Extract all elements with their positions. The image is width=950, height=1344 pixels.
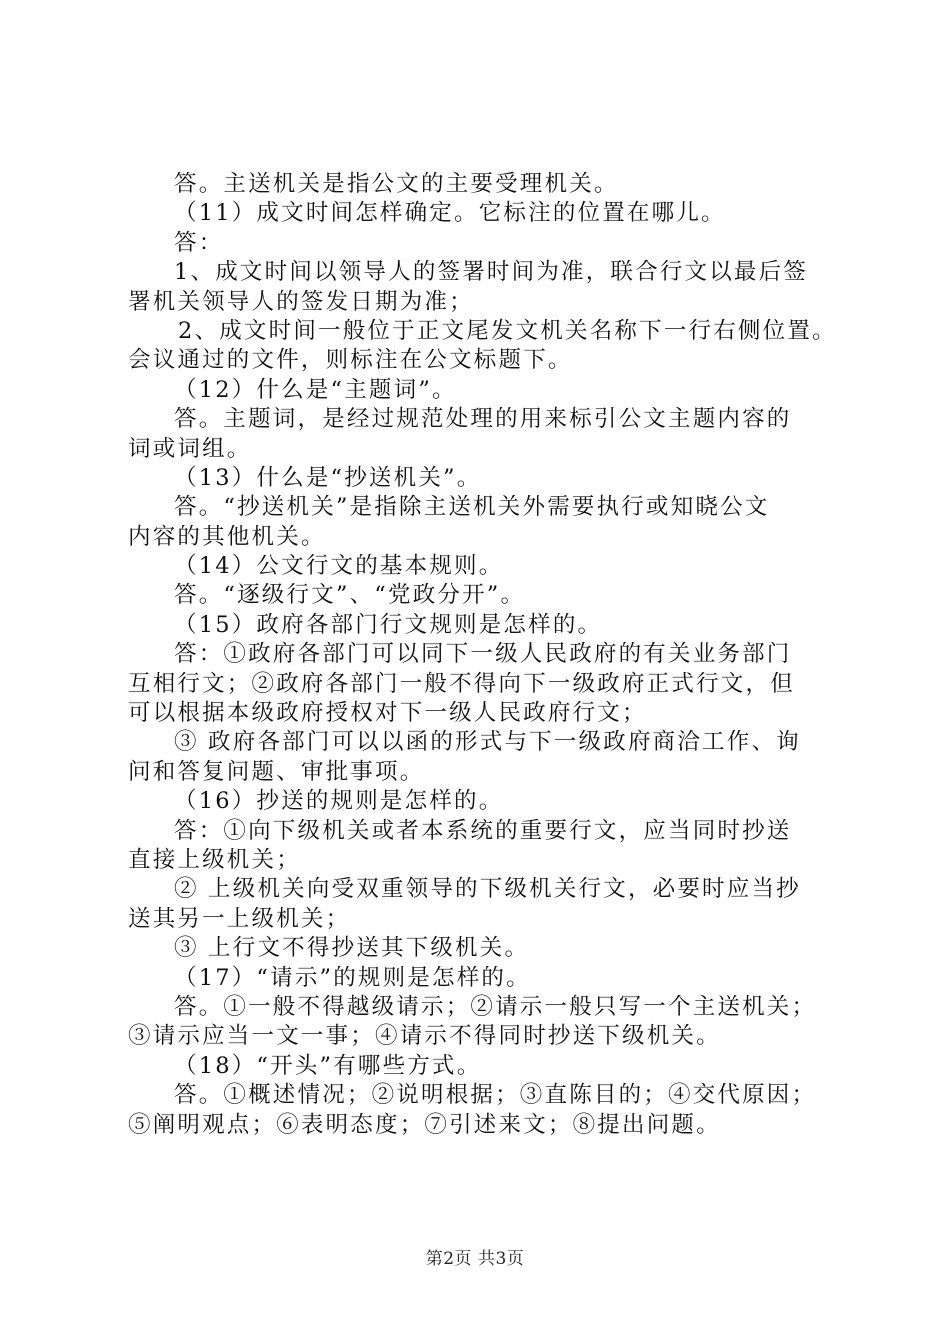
text-line: （16）抄送的规则是怎样的。 [174,788,504,815]
text-line: 答。①一般不得越级请示；②请示一般只写一个主送机关； [174,993,817,1020]
text-line: ③ 政府各部门可以以函的形式与下一级政府商洽工作、询 [174,729,801,756]
text-line: 1、成文时间以领导人的签署时间为准，联合行文以最后签 [174,259,809,286]
text-line: 词或词组。 [128,435,252,462]
text-line: 问和答复问题、审批事项。 [128,758,425,785]
text-line: 答： [174,229,224,256]
text-line: ② 上级机关向受双重领导的下级机关行文，必要时应当抄 [174,876,801,903]
text-line: ⑤阐明观点；⑥表明态度；⑦引述来文；⑧提出问题。 [128,1111,721,1138]
document-body [128,170,837,1140]
text-line: 互相行文；②政府各部门一般不得向下一级政府正式行文，但 [128,670,795,697]
text-line: 答：①政府各部门可以同下一级人民政府的有关业务部门 [174,641,792,668]
text-line: （11）成文时间怎样确定。它标注的位置在哪儿。 [174,200,726,227]
text-line: 送其另一上级机关； [128,905,351,932]
text-line: 2、成文时间一般位于正文尾发文机关名称下一行右侧位置。 [178,317,837,344]
text-line: 答：①向下级机关或者本系统的重要行文，应当同时抄送 [174,817,792,844]
text-line: （12）什么是“主题词”。 [174,376,457,403]
text-line: ③请示应当一文一事；④请示不得同时抄送下级机关。 [128,1023,721,1050]
text-line: 答。“逐级行文”、“党政分开”。 [174,582,526,609]
text-line: 会议通过的文件，则标注在公文标题下。 [128,347,573,374]
text-line: （17）“请示”的规则是怎样的。 [174,964,531,991]
text-line: 直接上级机关； [128,846,301,873]
page-footer [0,1244,950,1269]
text-line: 答。主题词，是经过规范处理的用来标引公文主题内容的 [174,406,792,433]
text-line: ③ 上行文不得抄送其下级机关。 [174,935,530,962]
text-line: （14）公文行文的基本规则。 [174,553,504,580]
text-line: 内容的其他机关。 [128,523,326,550]
text-line: （18）“开头”有哪些方式。 [174,1052,482,1079]
text-line: （15）政府各部门行文规则是怎样的。 [174,611,603,638]
text-line: 可以根据本级政府授权对下一级人民政府行文； [128,700,647,727]
text-line: 署机关领导人的签发日期为准； [128,288,474,315]
text-line: 答。①概述情况；②说明根据；③直陈目的；④交代原因； [174,1082,817,1109]
text-line: 答。主送机关是指公文的主要受理机关。 [174,171,619,197]
text-line: （13）什么是“抄送机关”。 [174,464,482,491]
text-line: 答。“抄送机关”是指除主送机关外需要执行或知晓公文 [174,494,770,521]
page-number-label: 第2页 共3页 [425,1249,525,1269]
